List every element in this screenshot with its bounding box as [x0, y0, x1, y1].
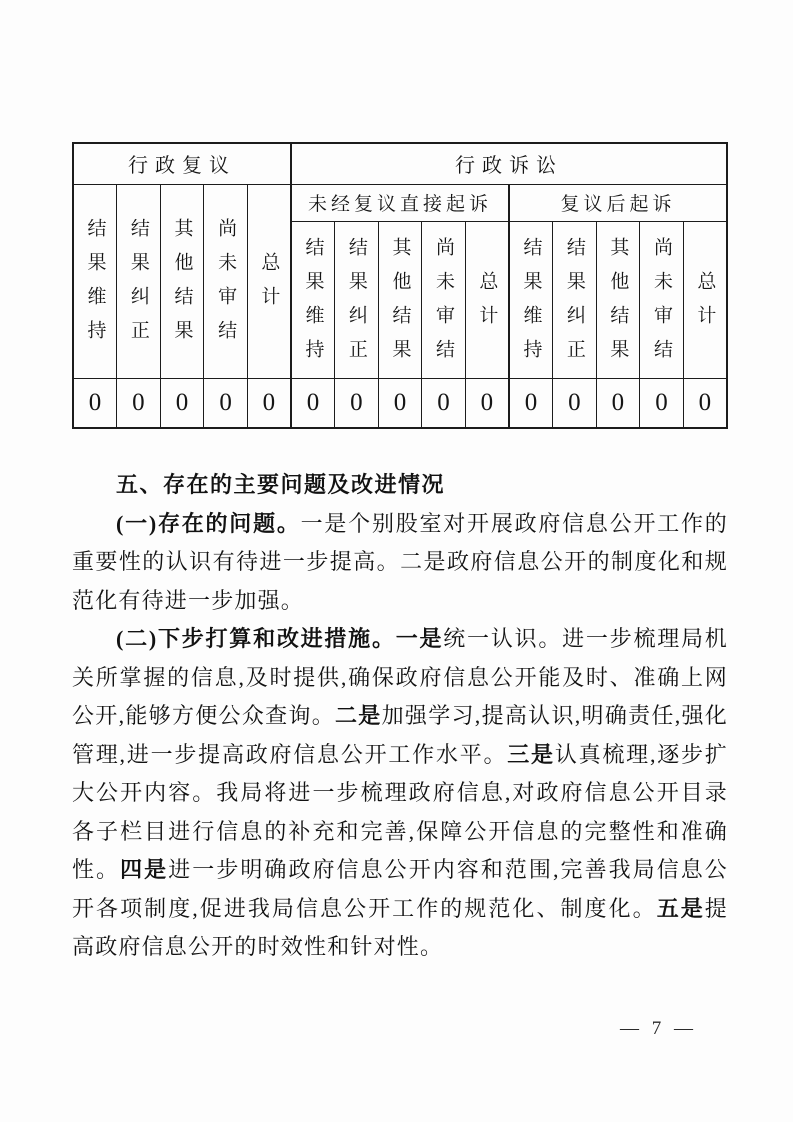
- value-cell: 0: [683, 378, 727, 428]
- paragraph-lead: (一)存在的问题。: [116, 510, 301, 536]
- value-cell: 0: [465, 378, 509, 428]
- vertical-label: 尚未审结: [215, 218, 237, 354]
- vertical-label: 结果纠正: [563, 236, 585, 373]
- header-result-upheld: [291, 221, 335, 378]
- header-post-review-litigation: 复议后起诉: [509, 184, 727, 221]
- value-cell: 0: [160, 378, 204, 428]
- value-cell: 0: [596, 378, 640, 428]
- header-result-corrected: [553, 221, 597, 378]
- value-cell: 0: [553, 378, 597, 428]
- vertical-label: 结果维持: [302, 236, 324, 373]
- header-direct-litigation: 未经复议直接起诉: [291, 184, 509, 221]
- header-result-upheld: [73, 184, 117, 378]
- run-text: 进一步明确政府信息公开内容和范围,完善我局信息公开各项制度,促进我局信息公开工作的规范化、制度化。: [72, 857, 729, 921]
- run-text: 提高政府信息公开的时效性和针对性。: [72, 895, 728, 959]
- run-marker: 五是: [656, 895, 705, 921]
- value-cell: 0: [117, 378, 161, 428]
- header-pending: [640, 221, 684, 378]
- section-heading: 五、存在的主要问题及改进情况: [116, 472, 446, 497]
- run-text: 认真梳理,逐步扩大公开内容。我局将进一步梳理政府信息,对政府信息公开目录各子栏目进行信息的补充和完善,保障公开信息的完整性和准确性。: [72, 741, 728, 882]
- header-other-result: [160, 184, 204, 378]
- header-pending: [204, 184, 248, 378]
- vertical-label: 总计: [476, 270, 498, 339]
- run-marker: 一是: [395, 626, 444, 651]
- run-text: 统一认识。进一步梳理局机关所掌握的信息,及时提供,确保政府信息公开能及时、准确上网公开,能够方便公众查询。: [72, 626, 728, 728]
- header-pending: [422, 221, 466, 378]
- value-cell: 0: [509, 378, 553, 428]
- vertical-label: 尚未审结: [433, 236, 455, 373]
- value-cell: 0: [73, 378, 117, 428]
- run-marker: 二是: [335, 703, 382, 728]
- vertical-label: 结果维持: [520, 236, 542, 373]
- table-group-header-row: [73, 143, 727, 184]
- value-cell: 0: [335, 378, 379, 428]
- paragraph-text: 一是个别股室对开展政府信息公开工作的重要性的认识有待进一步提高。二是政府信息公开的制度化和规范化有待进一步加强。: [72, 510, 728, 613]
- value-cell: 0: [640, 378, 684, 428]
- header-total: [465, 221, 509, 378]
- vertical-label: 结果纠正: [345, 236, 367, 373]
- header-admin-review: 行政复议: [73, 143, 291, 184]
- vertical-label: 其他结果: [171, 218, 193, 354]
- header-result-upheld: [509, 221, 553, 378]
- vertical-label: 总计: [258, 252, 280, 320]
- vertical-label: 其他结果: [607, 236, 629, 373]
- vertical-label: 其他结果: [389, 236, 411, 373]
- paragraph-improvements: [72, 620, 728, 967]
- header-result-corrected: [335, 221, 379, 378]
- value-cell: 0: [422, 378, 466, 428]
- run-text: 加强学习,提高认识,明确责任,强化管理,进一步提高政府信息公开工作水平。: [72, 703, 728, 767]
- header-total: [247, 184, 291, 378]
- header-admin-litigation: 行政诉讼: [291, 143, 727, 184]
- table-subgroup-header-row: [73, 184, 727, 221]
- value-cell: 0: [247, 378, 291, 428]
- vertical-label: 尚未审结: [651, 236, 673, 373]
- header-other-result: [378, 221, 422, 378]
- paragraph-problems: [72, 505, 728, 621]
- header-result-corrected: [117, 184, 161, 378]
- document-body: [72, 466, 728, 967]
- header-other-result: [596, 221, 640, 378]
- paragraph-lead: (二)下步打算和改进措施。: [116, 626, 396, 651]
- table-values-row: [73, 378, 727, 428]
- value-cell: 0: [291, 378, 335, 428]
- run-marker: 三是: [507, 741, 555, 767]
- vertical-label: 结果纠正: [127, 218, 149, 354]
- admin-review-litigation-table: [72, 142, 728, 429]
- vertical-label: 总计: [694, 270, 716, 339]
- vertical-label: 结果维持: [84, 218, 106, 354]
- value-cell: 0: [204, 378, 248, 428]
- value-cell: 0: [378, 378, 422, 428]
- page-number: — 7 —: [620, 1018, 697, 1039]
- run-marker: 四是: [120, 857, 169, 882]
- header-total: [683, 221, 727, 378]
